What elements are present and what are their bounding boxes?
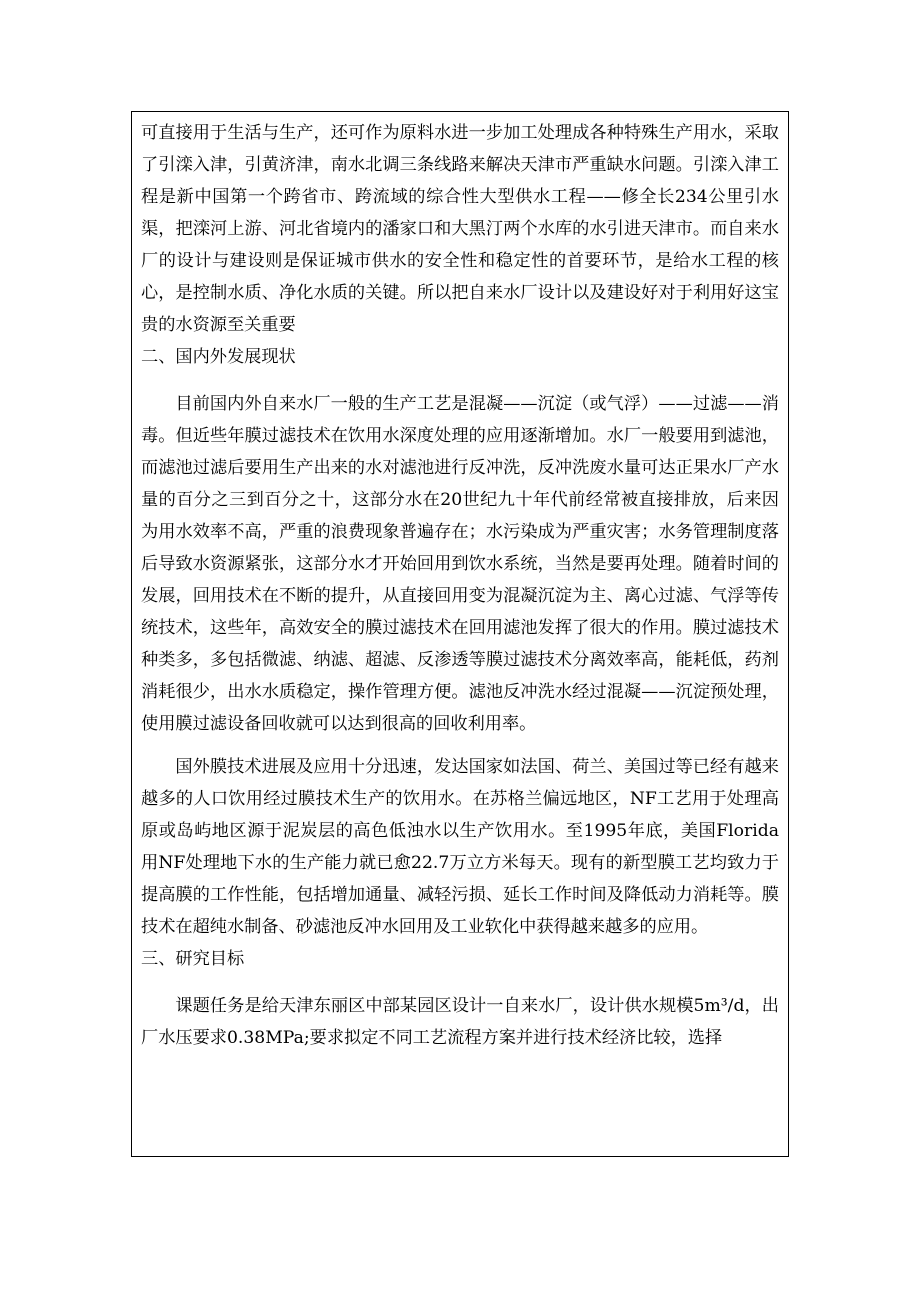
spacer <box>141 740 779 751</box>
spacer <box>141 373 779 388</box>
intro-paragraph: 可直接用于生活与生产，还可作为原料水进一步加工处理成各种特殊生产用水，采取了引滦入津，引黄济津，南水北调三条线路来解决天津市严重缺水问题。引滦入津工程是新中国第一个跨省市、跨流域的综合性大型供水工程——修全长234公里引水渠，把滦河上游、河北省境内的潘家口和大黑汀两个水库的水引进天津市。而自来水厂的设计与建设则是保证城市供水的安全性和稳定性的首要环节，是给水工程的核心，是控制水质、净化水质的关键。所以把自来水厂设计以及建设好对于利用好这宝贵的水资源至关重要 <box>141 123 779 335</box>
document-body <box>132 112 788 1054</box>
document-frame <box>131 111 789 1157</box>
section-2-paragraph-1: 目前国内外自来水厂一般的生产工艺是混凝——沉淀（或气浮）——过滤——消毒。但近些年膜过滤技术在饮用水深度处理的应用逐渐增加。水厂一般要用到滤池，而滤池过滤后要用生产出来的水对滤池进行反冲洗，反冲洗废水量可达正果水厂产水量的百分之三到百分之十，这部分水在20世纪九十年代前经常被直接排放，后来因为用水效率不高，严重的浪费现象普遍存在；水污染成为严重灾害；水务管理制度落后导致水资源紧张，这部分水才开始回用到饮水系统，当然是要再处理。随着时间的发展，回用技术在不断的提升，从直接回用变为混凝沉淀为主、离心过滤、气浮等传统技术，这些年，高效安全的膜过滤技术在回用滤池发挥了很大的作用。膜过滤技术种类多，多包括微滤、纳滤、超滤、反渗透等膜过滤技术分离效率高，能耗低，药剂消耗很少，出水水质稳定，操作管理方便。滤池反冲洗水经过混凝——沉淀预处理，使用膜过滤设备回收就可以达到很高的回收利用率。 <box>141 394 779 734</box>
section-2-heading: 二、国内外发展现状 <box>141 347 296 367</box>
spacer <box>141 975 779 990</box>
section-3-heading: 三、研究目标 <box>141 949 245 969</box>
section-2-paragraph-2: 国外膜技术进展及应用十分迅速，发达国家如法国、荷兰、美国过等已经有越来越多的人口饮用经过膜技术生产的饮用水。在苏格兰偏远地区，NF工艺用于处理高原或岛屿地区源于泥炭层的高色低浊水以生产饮用水。至1995年底，美国Florida用NF处理地下水的生产能力就已愈22.7万立方米每天。现有的新型膜工艺均致力于提高膜的工作性能，包括增加通量、减轻污损、延长工作时间及降低动力消耗等。膜技术在超纯水制备、砂滤池反冲水回用及工业软化中获得越来越多的应用。 <box>141 757 779 937</box>
section-3-paragraph-1: 课题任务是给天津东丽区中部某园区设计一自来水厂，设计供水规模5m³/d，出厂水压要求0.38MPa;要求拟定不同工艺流程方案并进行技术经济比较，选择 <box>141 996 779 1048</box>
